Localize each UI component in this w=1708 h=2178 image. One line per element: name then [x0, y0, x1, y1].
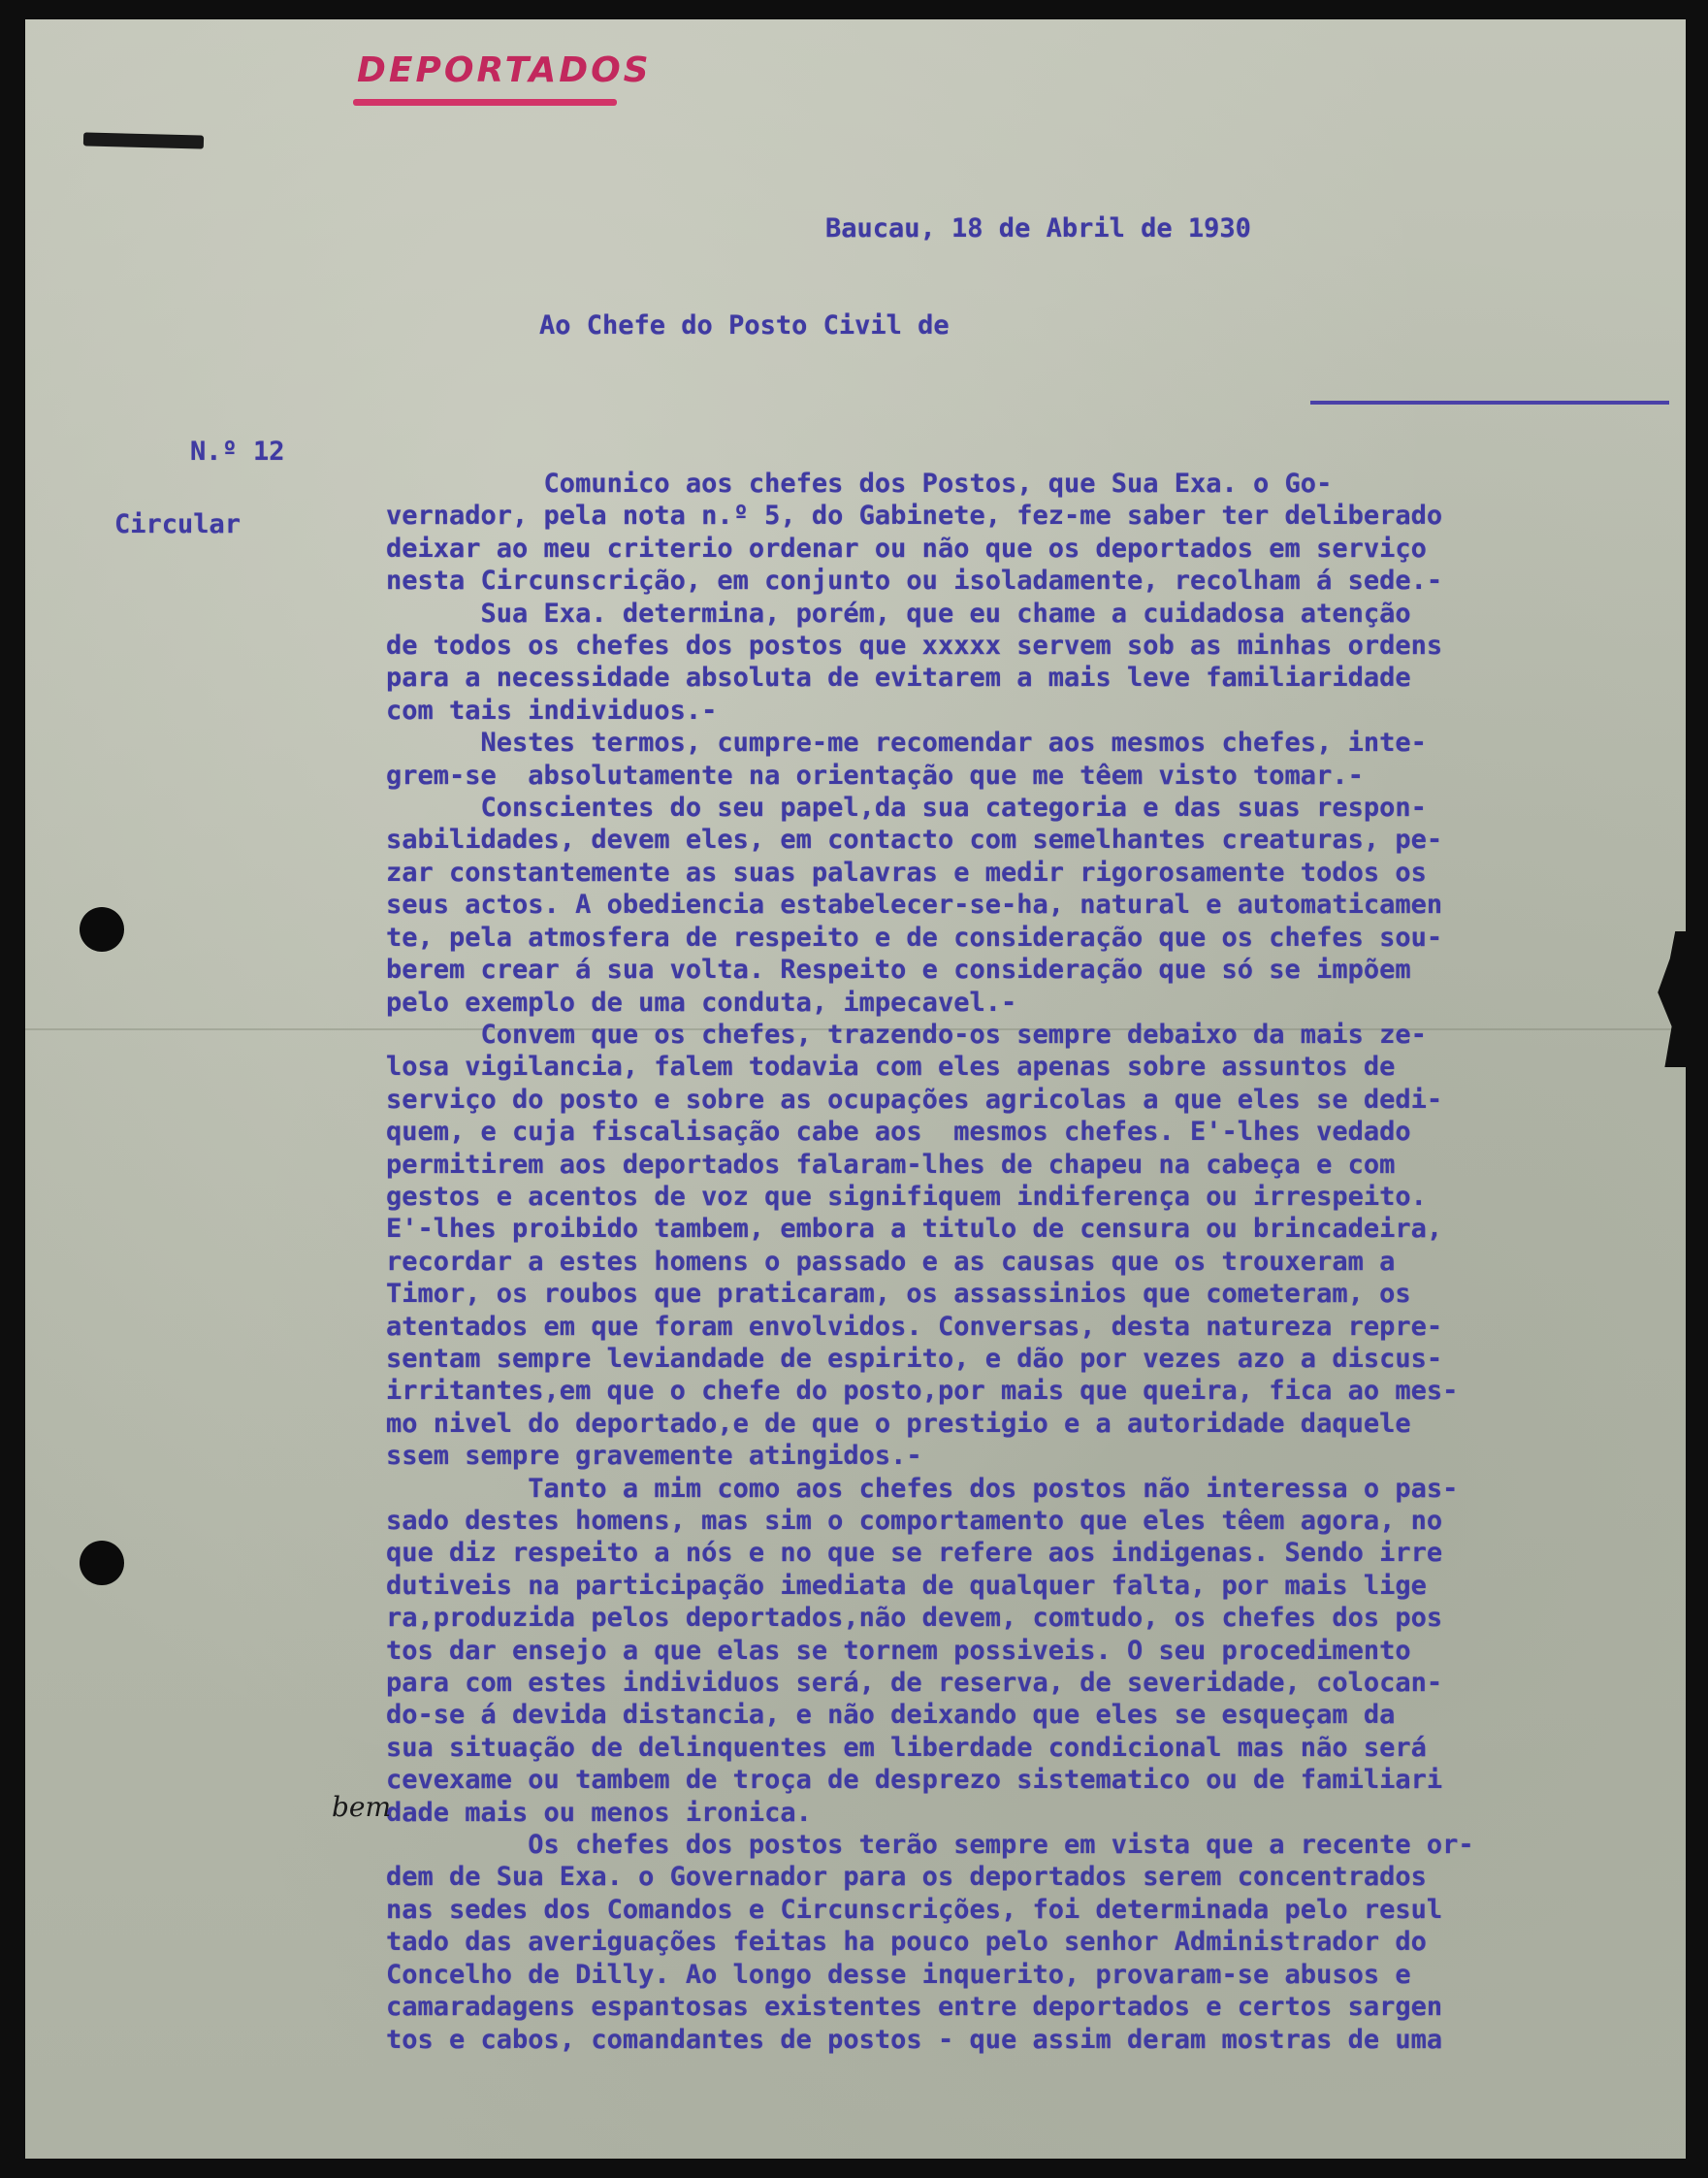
body-line: com tais individuos.- [386, 695, 718, 726]
body-line: losa vigilancia, falem todavia com eles apenas sobre assuntos de [386, 1052, 1396, 1083]
body-line: ssem sempre gravemente atingidos.- [386, 1441, 922, 1472]
body-line: irritantes,em que o chefe do posto,por mais que queira, fica ao mes- [386, 1376, 1459, 1407]
body-line: tado das averiguações feitas ha pouco pelo senhor Administrador do [386, 1927, 1427, 1958]
body-line: ra,produzida pelos deportados,não devem, comtudo, os chefes dos pos [386, 1603, 1443, 1634]
body-line: tos e cabos, comandantes de postos - que assim deram mostras de uma [386, 2024, 1443, 2055]
body-line: Os chefes dos postos terão sempre em vista que a recente or- [386, 1830, 1474, 1861]
body-line: sado destes homens, mas sim o comportamento que eles têem agora, no [386, 1506, 1443, 1536]
body-line: te, pela atmosfera de respeito e de consideração que os chefes sou- [386, 922, 1443, 953]
body-line: dem de Sua Exa. o Governador para os deportados serem concentrados [386, 1862, 1427, 1893]
body-line: deixar ao meu criterio ordenar ou não que os deportados em serviço [386, 533, 1427, 564]
body-line: que diz respeito a nós e no que se refere aos indigenas. Sendo irre [386, 1538, 1443, 1569]
body-line: vernador, pela nota n.º 5, do Gabinete, fez-me saber ter deliberado [386, 501, 1443, 532]
body-line: sentam sempre leviandade de espirito, e dão por vezes azo a discus- [386, 1343, 1443, 1374]
handwritten-margin-note: bem [332, 1791, 392, 1823]
body-line: recordar a estes homens o passado e as causas que os trouxeram a [386, 1246, 1396, 1277]
body-line: dade mais ou menos ironica. [386, 1797, 812, 1828]
body-line: sabilidades, devem eles, em contacto com semelhantes creaturas, pe- [386, 825, 1443, 856]
category-tag-underline [353, 99, 617, 106]
body-line: grem-se absolutamente na orientação que me têem visto tomar.- [386, 760, 1364, 791]
body-line: camaradagens espantosas existentes entre deportados e certos sargen [386, 1992, 1443, 2023]
addressee: Ao Chefe do Posto Civil de [539, 310, 950, 341]
body-line: Timor, os roubos que praticaram, os assassinios que cometeram, os [386, 1279, 1411, 1310]
body-line: berem crear á sua volta. Respeito e consideração que só se impõem [386, 955, 1411, 986]
body-line: permitirem aos deportados falaram-lhes de chapeu na cabeça e com [386, 1149, 1396, 1180]
document-type: Circular [114, 509, 242, 539]
body-line: Tanto a mim como aos chefes dos postos não interessa o pas- [386, 1473, 1459, 1504]
body-line: atentados em que foram envolvidos. Conversas, desta natureza repre- [386, 1311, 1443, 1342]
circular-number: N.º 12 [190, 437, 285, 467]
body-line: nas sedes dos Comandos e Circunscrições, foi determinada pelo resul [386, 1894, 1443, 1925]
address-blank-line [1310, 401, 1669, 405]
body-line: para a necessidade absoluta de evitarem a mais leve familiaridade [386, 663, 1411, 694]
body-line: tos dar ensejo a que elas se tornem possiveis. O seu procedimento [386, 1635, 1411, 1666]
body-line: Conscientes do seu papel,da sua categoria e das suas respon- [386, 793, 1427, 824]
body-line: Sua Exa. determina, porém, que eu chame a cuidadosa atenção [386, 598, 1411, 629]
document-page [25, 19, 1686, 2159]
body-line: seus actos. A obediencia estabelecer-se-ha, natural e automaticamen [386, 890, 1443, 921]
body-line: sua situação de delinquentes em liberdade condicional mas não será [386, 1732, 1427, 1763]
body-line: Comunico aos chefes dos Postos, que Sua Exa. o Go- [386, 469, 1333, 499]
body-line: quem, e cuja fiscalisação cabe aos mesmos chefes. E'-lhes vedado [386, 1117, 1411, 1148]
ink-smudge [83, 132, 204, 148]
date-line: Baucau, 18 de Abril de 1930 [825, 213, 1251, 244]
body-line: pelo exemplo de uma conduta, impecavel.- [386, 987, 1017, 1018]
body-line: serviço do posto e sobre as ocupações agricolas a que eles se dedi- [386, 1084, 1443, 1115]
body-line: Convem que os chefes, trazendo-os sempre debaixo da mais ze- [386, 1019, 1427, 1050]
body-line: para com estes individuos será, de reserva, de severidade, colocan- [386, 1668, 1443, 1699]
body-line: mo nivel do deportado,e de que o prestigio e a autoridade daquele [386, 1408, 1411, 1439]
body-line: dutiveis na participação imediata de qualquer falta, por mais lige [386, 1570, 1427, 1601]
body-line: do-se á devida distancia, e não deixando que eles se esqueçam da [386, 1700, 1396, 1731]
body-line: zar constantemente as suas palavras e medir rigorosamente todos os [386, 857, 1427, 888]
body-line: Nestes termos, cumpre-me recomendar aos mesmos chefes, inte- [386, 728, 1427, 759]
body-line: de todos os chefes dos postos que xxxxx servem sob as minhas ordens [386, 631, 1443, 662]
body-line: nesta Circunscrição, em conjunto ou isoladamente, recolham á sede.- [386, 566, 1443, 597]
punch-hole-lower [80, 1541, 124, 1585]
body-line: Concelho de Dilly. Ao longo desse inquerito, provaram-se abusos e [386, 1959, 1411, 1990]
category-tag: DEPORTADOS [357, 50, 652, 90]
body-line: gestos e acentos de voz que signifiquem indiferença ou irrespeito. [386, 1181, 1427, 1212]
punch-hole-upper [80, 907, 124, 952]
body-line: cevexame ou tambem de troça de desprezo sistematico ou de familiari [386, 1765, 1443, 1796]
body-line: E'-lhes proibido tambem, embora a titulo de censura ou brincadeira, [386, 1214, 1443, 1245]
letter-body [386, 468, 1666, 2056]
